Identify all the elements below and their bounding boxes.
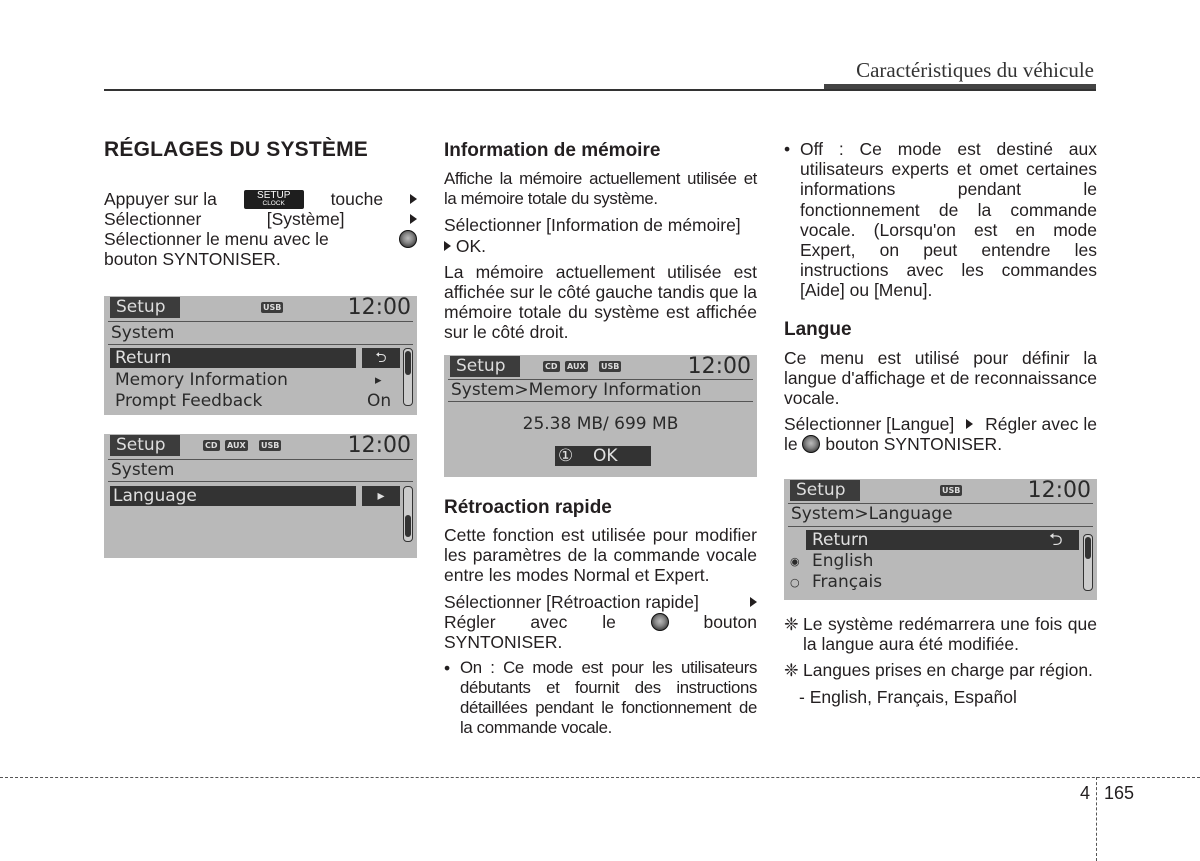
arrow-right-icon (444, 241, 451, 251)
chapter-number: 4 (1080, 783, 1091, 803)
screen-path: System>Language (791, 504, 953, 524)
quick-feedback-description: Cette fonction est utilisée pour modifier les paramètres de la commande vocale entre les modes Normal et Expert. (444, 525, 757, 586)
section-title: RÉGLAGES DU SYSTÈME (104, 138, 369, 161)
column-3-notes (784, 614, 1097, 707)
bullet-off-mode: • Off : Ce mode est destiné aux utilisateurs experts et omet certaines informations pendant le fonctionnement de la commande vocale. (Lorsqu'on est en mode Expert, on peut entendre les instructions avec les commandes [Aide] ou [Menu]. (784, 139, 1097, 301)
bullet-on-mode: • On : Ce mode est pour les utilisateurs débutants et fournit des instructions détaillées pendant le fonctionnement de la commande vocale. (444, 657, 757, 738)
screen-clock: 12:00 (347, 296, 411, 320)
arrow-right-icon (750, 597, 757, 607)
quick-feedback-instruction: Sélectionner [Rétroaction rapide] Régler avec le bouton SYNTONISER. (444, 591, 757, 652)
cd-badge: CD (545, 362, 558, 371)
column-1 (104, 130, 417, 269)
usb-badge: USB (601, 362, 620, 371)
arrow-right-icon (966, 419, 973, 429)
languages-list: - English, Français, Español (799, 686, 1017, 707)
screen-clock: 12:00 (347, 434, 411, 458)
screen-system-language (104, 434, 417, 558)
screen-system-menu (104, 296, 417, 415)
screen-memory-information (444, 355, 757, 477)
chevron-right-icon: ▸ (375, 373, 382, 388)
tune-knob-icon (399, 230, 417, 248)
ok-button-label: OK (593, 446, 618, 466)
screen-setup-label: Setup (450, 356, 520, 377)
page-number: 165 (1104, 783, 1135, 803)
screen-clock: 12:00 (687, 355, 751, 379)
return-arrow-icon[interactable]: ⮌ (1049, 530, 1063, 550)
intro-paragraph: Appuyer sur la SETUP CLOCK touche Sélectionner [Système] Sélectionner le menu avec le bouton SYNTONISER. (104, 189, 417, 269)
tune-knob-icon (651, 613, 669, 631)
aux-badge: AUX (227, 441, 246, 450)
usb-badge: USB (261, 441, 280, 450)
column-2 (444, 130, 757, 343)
footer-vertical-divider (1096, 777, 1097, 861)
prompt-feedback-value: On (367, 391, 392, 411)
heading-memory-information: Information de mémoire (444, 140, 661, 161)
heading-language: Langue (784, 318, 852, 340)
note-supported-languages: ❈ Langues prises en charge par région. (784, 660, 1093, 681)
language-description: Ce menu est utilisé pour définir la langue d'affichage et de reconnaissance vocale. (784, 347, 1097, 409)
menu-item-memory-information[interactable]: Memory Information (115, 370, 288, 390)
scrollbar[interactable] (1083, 534, 1093, 591)
screen-path: System>Memory Information (451, 380, 702, 400)
radio-unselected-icon[interactable]: ○ (790, 576, 800, 589)
page-header-title: Caractéristiques du véhicule (856, 58, 1094, 82)
menu-item-return[interactable]: Return (115, 348, 172, 368)
language-option-francais[interactable]: Français (812, 572, 883, 592)
screen-setup-label: Setup (110, 435, 180, 456)
menu-item-prompt-feedback[interactable]: Prompt Feedback (115, 391, 263, 411)
screen-language-select (784, 479, 1097, 600)
screen-path: System (111, 323, 175, 343)
scrollbar[interactable] (403, 486, 413, 542)
cd-badge: CD (205, 441, 218, 450)
column-2-lower (444, 497, 757, 739)
arrow-right-icon (410, 214, 417, 224)
screen-setup-label: Setup (790, 480, 860, 501)
chevron-right-icon[interactable]: ▸ (362, 486, 400, 506)
screen-setup-label: Setup (110, 297, 180, 318)
radio-selected-icon[interactable]: ◉ (790, 555, 800, 568)
tune-knob-icon (802, 435, 820, 453)
arrow-right-icon (410, 194, 417, 204)
memory-select-instruction: Sélectionner [Information de mémoire] OK. (444, 215, 741, 256)
menu-item-return[interactable]: Return (812, 530, 869, 550)
column-3 (784, 139, 1097, 454)
scrollbar[interactable] (403, 348, 413, 406)
usb-badge: USB (263, 303, 282, 312)
heading-quick-feedback: Rétroaction rapide (444, 497, 612, 518)
language-option-english[interactable]: English (812, 551, 874, 571)
ok-number-icon: ① (558, 446, 574, 466)
footer-divider (0, 777, 1200, 778)
menu-item-language[interactable]: Language (113, 486, 197, 506)
memory-description: La mémoire actuellement utilisée est affichée sur le côté gauche tandis que la mémoire totale du système est affichée sur le côté droit. (444, 261, 757, 343)
return-arrow-icon[interactable]: ⮌ (362, 348, 400, 368)
usb-badge: USB (942, 486, 961, 495)
setup-clock-key-icon: SETUP CLOCK (244, 190, 304, 209)
header-rule (104, 89, 1096, 91)
screen-clock: 12:00 (1027, 479, 1091, 503)
screen-path: System (111, 460, 175, 480)
memory-usage-value: 25.38 MB/ 699 MB (522, 414, 679, 434)
note-restart: ❈ Le système redémarrera une fois que la langue aura été modifiée. (784, 614, 1097, 655)
memory-intro: Affiche la mémoire actuellement utilisée et la mémoire totale du système. (444, 169, 757, 209)
language-instruction: Sélectionner [Langue] Régler avec le le bouton SYNTONISER. (784, 414, 1097, 455)
aux-badge: AUX (567, 362, 586, 371)
